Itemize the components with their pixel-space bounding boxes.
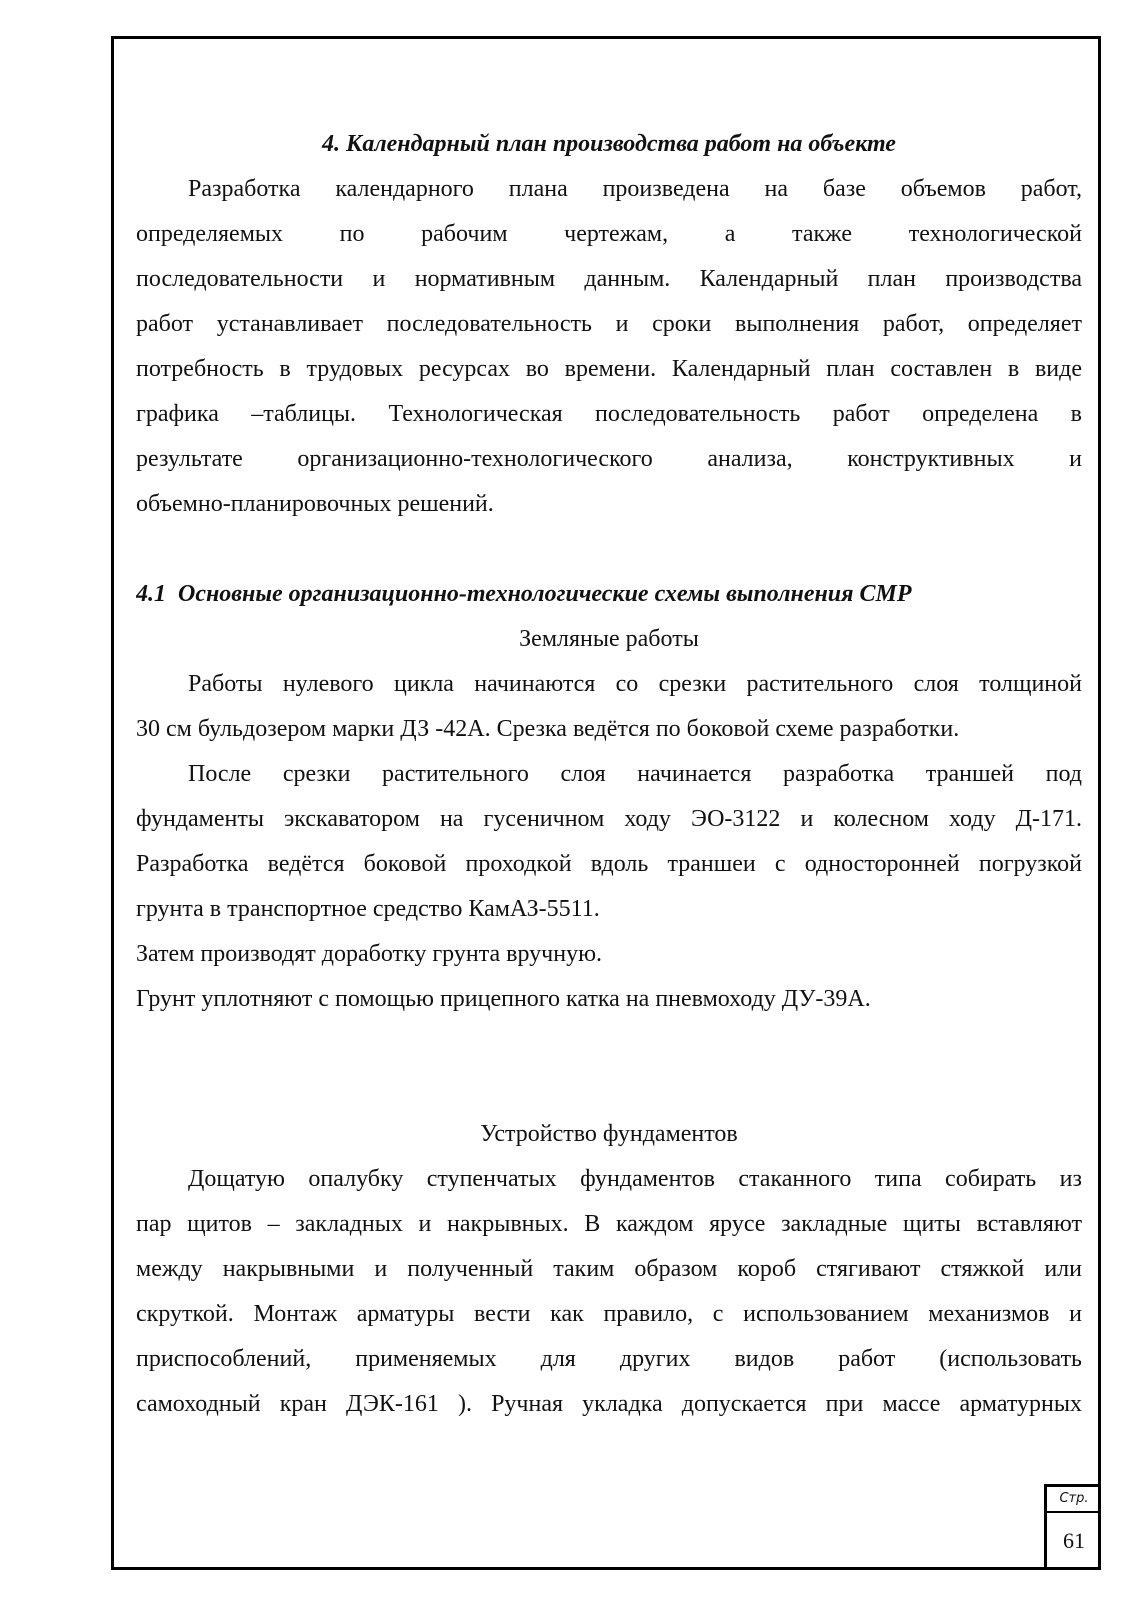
text-line: скруткой. Монтаж арматуры вести как правило, с использованием механизмов и	[136, 1301, 1082, 1327]
text-line: После срезки растительного слоя начинается разработка траншей под	[188, 761, 1082, 787]
page-label: Стр.	[1047, 1487, 1101, 1513]
text-line: определяемых по рабочим чертежам, а также технологической	[136, 221, 1082, 247]
section-heading: 4.1 Основные организационно-технологические схемы выполнения СМР	[136, 581, 912, 607]
chapter-title: 4. Календарный план производства работ на объекте	[322, 131, 896, 157]
text-line: объемно-планировочных решений.	[136, 491, 494, 517]
earthworks-paragraphs	[136, 662, 1082, 1022]
foundations-paragraph	[136, 1157, 1082, 1427]
text-line: фундаменты экскаватором на гусеничном ходу ЭО-3122 и колесном ходу Д-171.	[136, 806, 1082, 832]
text-line: самоходный кран ДЭК-161 ). Ручная укладка допускается при массе арматурных	[136, 1391, 1082, 1417]
document-body	[136, 122, 1082, 1427]
text-line: Затем производят доработку грунта вручную.	[136, 941, 602, 967]
spacer	[136, 1022, 1082, 1067]
text-line: результате организационно-технологического анализа, конструктивных и	[136, 446, 1082, 472]
foundations-subtitle: Устройство фундаментов	[480, 1121, 738, 1147]
text-line: работ устанавливает последовательность и сроки выполнения работ, определяет	[136, 311, 1082, 337]
text-line: пар щитов – закладных и накрывных. В каждом ярусе закладные щиты вставляют	[136, 1211, 1082, 1237]
earthworks-subtitle: Земляные работы	[519, 626, 699, 652]
text-line: потребность в трудовых ресурсах во времени. Календарный план составлен в виде	[136, 356, 1082, 382]
page-number: 61	[1063, 1528, 1085, 1553]
text-line: Разработка ведётся боковой проходкой вдоль траншеи с односторонней погрузкой	[136, 851, 1082, 877]
text-line: Работы нулевого цикла начинаются со срезки растительного слоя толщиной	[188, 671, 1082, 697]
spacer	[136, 1067, 1082, 1112]
text-line: графика –таблицы. Технологическая последовательность работ определена в	[136, 401, 1082, 427]
text-line: Дощатую опалубку ступенчатых фундаментов стаканного типа собирать из	[188, 1166, 1082, 1192]
page-number-stamp	[1044, 1484, 1101, 1570]
text-line: между накрывными и полученный таким образом короб стягивают стяжкой или	[136, 1256, 1082, 1282]
text-line: 30 см бульдозером марки ДЗ -42А. Срезка ведётся по боковой схеме разработки.	[136, 716, 960, 742]
intro-paragraph	[136, 167, 1082, 527]
text-line: последовательности и нормативным данным. Календарный план производства	[136, 266, 1082, 292]
text-line: Разработка календарного плана произведена на базе объемов работ,	[188, 176, 1082, 202]
text-line: грунта в транспортное средство КамАЗ-5511.	[136, 896, 600, 922]
text-line: Грунт уплотняют с помощью прицепного катка на пневмоходу ДУ-39А.	[136, 986, 871, 1012]
text-line: приспособлений, применяемых для других видов работ (использовать	[136, 1346, 1082, 1372]
spacer	[136, 527, 1082, 572]
